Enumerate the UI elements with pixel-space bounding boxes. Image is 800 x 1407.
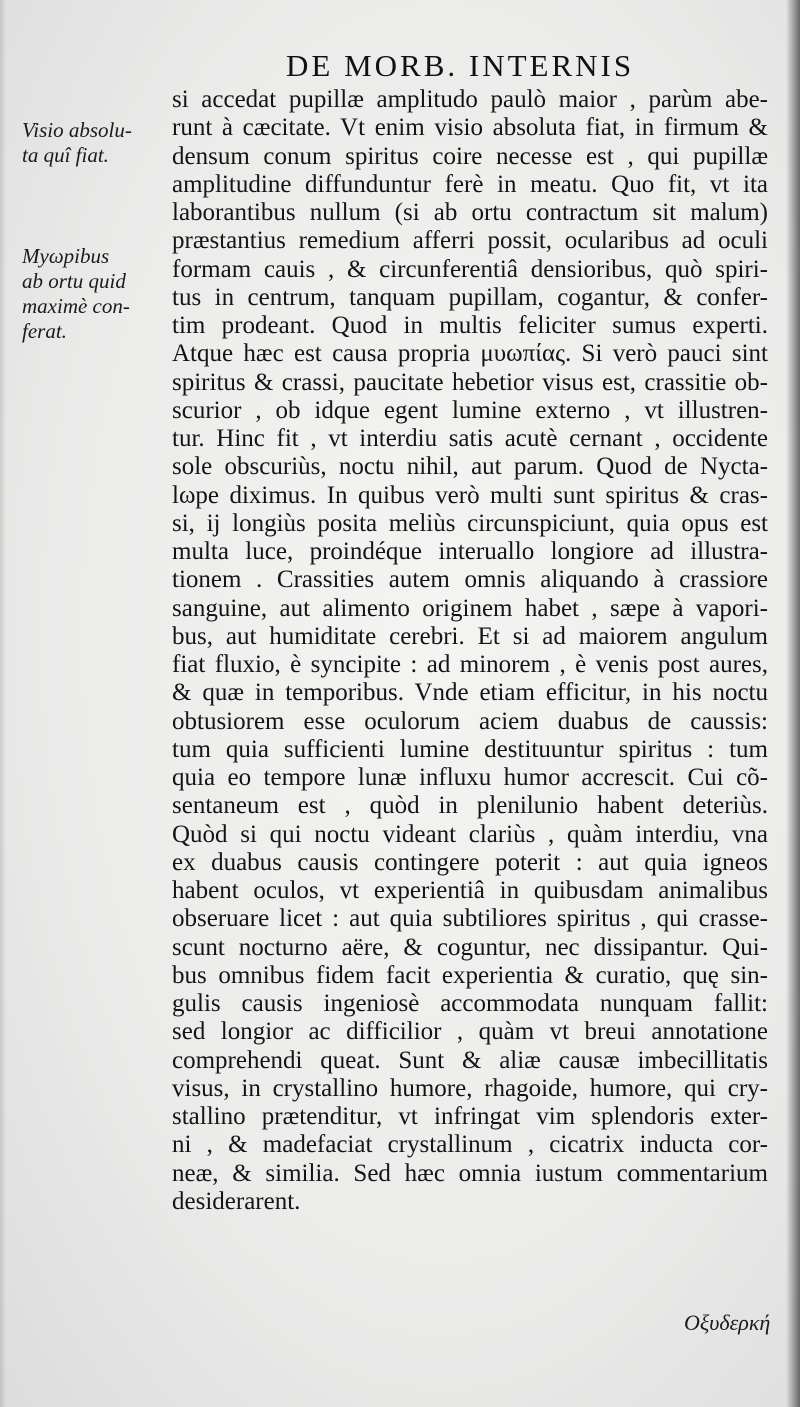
text-line: scunt nocturno aëre, & coguntur, nec dissipantur. Qui- bbox=[172, 933, 768, 961]
margin-note-line: ferat. bbox=[22, 319, 67, 343]
text-line: Atque hæc est causa propria μυωπίας. Si verò pauci sint bbox=[172, 340, 768, 368]
body-text bbox=[172, 86, 768, 1216]
margin-note-line: Myωpibus bbox=[22, 244, 110, 268]
text-line: tionem . Crassities autem omnis aliquando à crassiore bbox=[172, 566, 768, 594]
text-line: scurior , ob idque egent lumine externo , vt illustren- bbox=[172, 396, 768, 424]
text-line: amplitudine diffunduntur ferè in meatu. Quo fit, vt ita bbox=[172, 170, 768, 198]
margin-note-myopibus bbox=[22, 244, 172, 344]
page-gutter-shadow bbox=[0, 0, 6, 1407]
text-line: bus, aut humiditate cerebri. Et si ad maiorem angulum bbox=[172, 622, 768, 650]
text-line: sentaneum est , quòd in plenilunio habent deteriùs. bbox=[172, 792, 768, 820]
text-line: neæ, & similia. Sed hæc omnia iustum commentarium bbox=[172, 1159, 768, 1187]
text-line: ex duabus causis contingere poterit : aut quia igneos bbox=[172, 848, 768, 876]
text-line: sanguine, aut alimento originem habet , sæpe à vapori- bbox=[172, 594, 768, 622]
margin-note-visio bbox=[22, 118, 172, 168]
text-line: runt à cæcitate. Vt enim visio absoluta fiat, in firmum & bbox=[172, 114, 768, 142]
text-line: si, ij longiùs posita meliùs circunspiciunt, quia opus est bbox=[172, 509, 768, 537]
text-line: sed longior ac difficilior , quàm vt breui annotatione bbox=[172, 1018, 768, 1046]
margin-note-line: Visio absolu- bbox=[22, 118, 132, 142]
text-line: multa luce, proindéque interuallo longiore ad illustra- bbox=[172, 538, 768, 565]
text-line: obtusiorem esse oculorum aciem duabus de caussis: bbox=[172, 707, 768, 735]
text-line: tim prodeant. Quod in multis feliciter sumus experti. bbox=[172, 312, 768, 339]
text-line: fiat fluxio, è syncipite : ad minorem , è venis post aures, bbox=[172, 651, 768, 678]
text-line: obseruare licet : aut quia subtiliores spiritus , qui crasse- bbox=[172, 905, 768, 933]
running-head: DE MORB. INTERNIS bbox=[286, 48, 635, 83]
text-line: ni , & madefaciat crystallinum , cicatrix inducta cor- bbox=[172, 1131, 768, 1159]
text-line: tum quia sufficienti lumine destituuntur spiritus : tum bbox=[172, 735, 768, 763]
text-line: quia eo tempore lunæ influxu humor accrescit. Cui cõ- bbox=[172, 764, 768, 791]
text-line: præstantius remedium afferri possit, ocularibus ad oculi bbox=[172, 227, 768, 255]
text-line: Quòd si qui noctu videant clariùs , quàm interdiu, vna bbox=[172, 820, 768, 848]
text-line: comprehendi queat. Sunt & aliæ causæ imbecillitatis bbox=[172, 1046, 768, 1074]
text-line: spiritus & crassi, paucitate hebetior visus est, crassitie ob- bbox=[172, 368, 768, 396]
text-line: & quæ in temporibus. Vnde etiam efficitur, in his noctu bbox=[172, 679, 768, 707]
margin-note-line: maximè con- bbox=[22, 294, 130, 318]
text-line: sole obscuriùs, noctu nihil, aut parum. Quod de Nycta- bbox=[172, 453, 768, 481]
text-line: tur. Hinc fit , vt interdiu satis acutè cernant , occidente bbox=[172, 425, 768, 452]
margin-note-line: ab ortu quid bbox=[22, 269, 126, 293]
text-line: visus, in crystallino humore, rhagoide, humore, qui cry- bbox=[172, 1074, 768, 1102]
text-line: habent oculos, vt experientiâ in quibusdam animalibus bbox=[172, 877, 768, 904]
text-line: tus in centrum, tanquam pupillam, cogantur, & confer- bbox=[172, 283, 768, 311]
text-line: formam cauis , & circunferentiâ densioribus, quò spiri- bbox=[172, 255, 768, 283]
text-line: lωpe diximus. In quibus verò multi sunt spiritus & cras- bbox=[172, 481, 768, 509]
text-line: si accedat pupillæ amplitudo paulò maior , parùm abe- bbox=[172, 86, 768, 113]
margin-note-line: ta quî fiat. bbox=[22, 143, 109, 167]
text-line: desiderarent. bbox=[172, 1187, 301, 1215]
text-line: bus omnibus fidem facit experientia & curatio, quę sin- bbox=[172, 961, 768, 989]
catchword: Οξυδερκή bbox=[684, 1310, 771, 1335]
page-edge-shadow bbox=[786, 0, 800, 1407]
text-line: densum conum spiritus coire necesse est , qui pupillæ bbox=[172, 142, 768, 170]
text-line: gulis causis ingeniosè accommodata nunquam fallit: bbox=[172, 990, 768, 1017]
text-line: laborantibus nullum (si ab ortu contractum sit malum) bbox=[172, 199, 768, 226]
text-line: stallino prætenditur, vt infringat vim splendoris exter- bbox=[172, 1103, 768, 1130]
